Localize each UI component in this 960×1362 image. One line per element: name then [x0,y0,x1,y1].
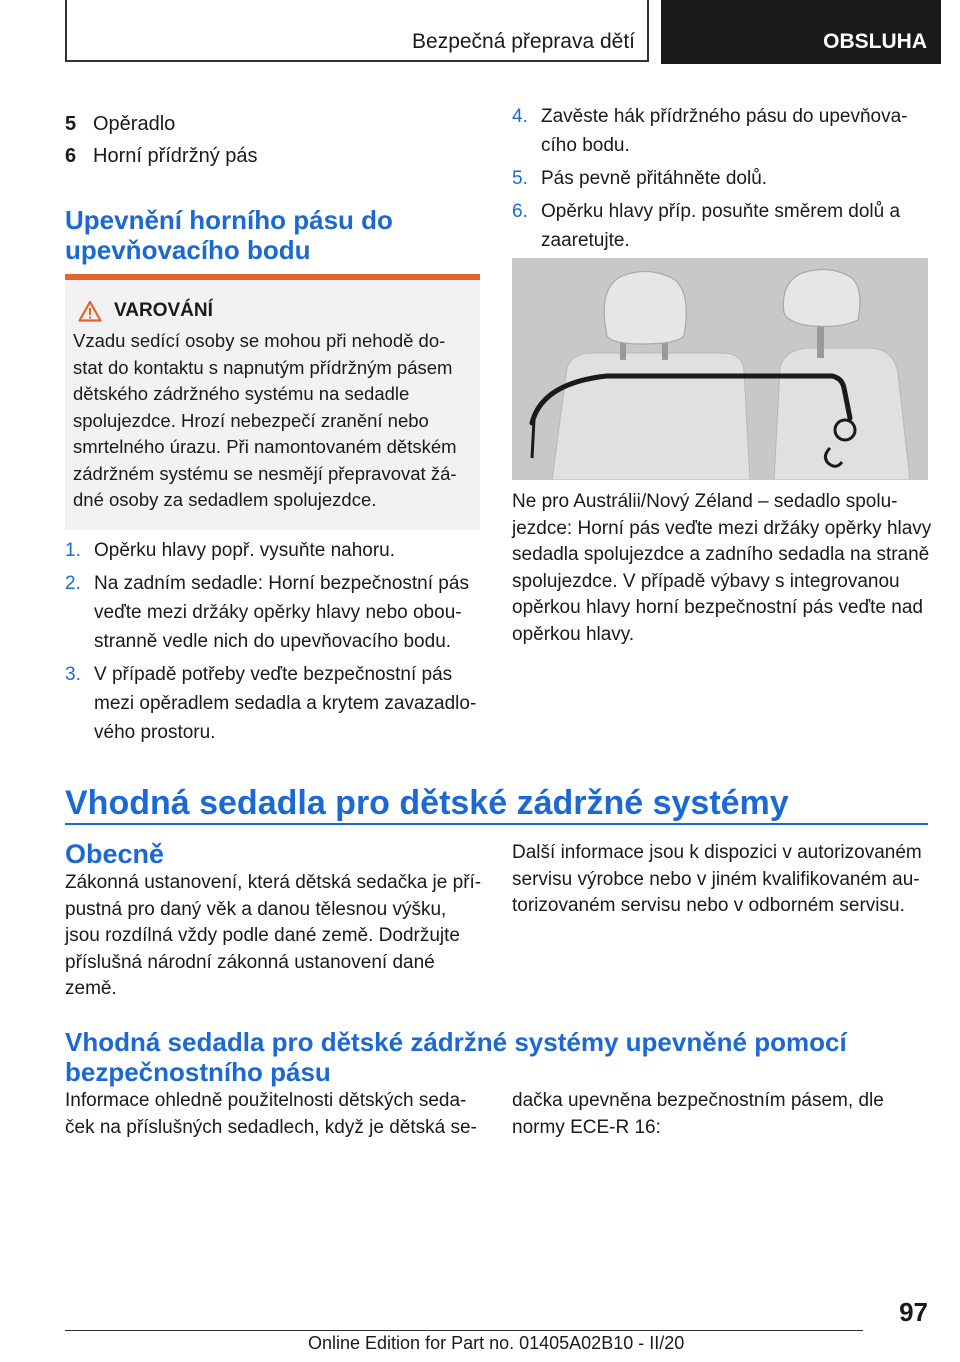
australia-note [512,489,932,648]
warning-line: dětského zádržného systému na sedadle [73,383,410,404]
note-line: Ne pro Austrálii/Nový Zéland – sedadlo spolu- [512,491,898,512]
warning-line: smrtelného úrazu. Při namontovaném dětském [73,436,457,457]
belt-seats-line: ček na příslušných sedadlech, když je dětská se- [65,1116,477,1138]
headrest-tether-image [512,258,928,480]
note-line: opěrkou hlavy horní bezpečnostní pás veďte nad [512,597,923,618]
legend-label: Opěradlo [93,113,176,135]
legend-num: 5 [65,113,77,135]
section-heading [65,205,480,265]
warning-heading [73,300,472,322]
step-line: Opěrku hlavy popř. vysuňte nahoru. [94,540,396,561]
warning-box [65,274,480,530]
warning-line: stat do kontaktu s napnutým přídržným pásem [73,356,453,378]
general-line: servisu výrobce nebo v jiném kvalifikovaném au- [512,868,920,890]
belt-seats-text-right [512,1088,932,1141]
general-line: pustná pro daný věk a danou tělesnou výšku, [65,898,447,920]
belt-seats-line: Informace ohledně použitelnosti dětských seda- [65,1090,467,1111]
steps-right [512,102,928,259]
step-line: Opěrku hlavy příp. posuňte směrem dolů a [541,201,901,222]
belt-seats-heading-line: bezpečnostního pásu [65,1057,331,1087]
step-line: Zavěste hák přídržného pásu do upevňova- [541,106,908,127]
general-title: Obecně [65,839,165,869]
warning-triangle-icon [78,300,102,322]
chapter-tab-label: OBSLUHA [823,30,927,53]
general-line: země. [65,978,117,999]
general-line: Zákonná ustanovení, která dětská sedačka je pří- [65,872,482,893]
legend-num: 6 [65,145,77,167]
warning-text [73,328,472,514]
step-item [512,102,928,160]
step-num: 2. [65,573,81,594]
step-item [65,569,480,656]
footer-edition: Online Edition for Part no. 01405A02B10 - II/20 [308,1333,685,1353]
step-line: mezi opěradlem sedadla a krytem zavazadlo- [94,693,477,714]
note-line: jezdce: Horní pás veďte mezi držáky opěrky hlavy [512,517,932,539]
step-num: 1. [65,540,81,561]
legend-item [65,108,480,140]
page-number: 97 [899,1297,928,1327]
step-line: vého prostoru. [94,722,216,743]
belt-seats-heading-line: Vhodná sedadla pro dětské zádržné systémy upevněné pomocí [65,1027,847,1057]
footer-divider [65,1330,863,1331]
belt-seats-line: normy ECE-R 16: [512,1116,661,1138]
warning-line: zádržném systému se nesmějí přepravovat žá- [73,462,457,484]
warning-line: dné osoby za sedadlem spolujezdce. [73,489,377,510]
belt-seats-line: dačka upevněna bezpečnostním pásem, dle [512,1090,884,1111]
section-heading-line: Upevnění horního pásu do [65,205,393,235]
general-line: příslušná národní zákonná ustanovení dané [65,951,435,973]
general-line: jsou rozdílná vždy podle dané země. Dodržujte [65,925,461,946]
general-line: torizovaném servisu nebo v odborném servisu. [512,895,905,916]
step-item [65,660,480,747]
step-line: cího bodu. [541,135,630,156]
step-line: stranně vedle nich do upevňovacího bodu. [94,631,452,652]
header-title-box [65,0,649,62]
legend-list [65,108,480,172]
step-num: 6. [512,201,528,222]
general-text-left [65,870,485,1003]
chapter-title: Bezpečná přeprava dětí [412,30,635,53]
note-line: spolujezdce. V případě výbavy s integrovanou [512,570,900,592]
general-line: Další informace jsou k dispozici v autorizovaném [512,842,922,863]
steps-left [65,536,480,751]
belt-seats-heading [65,1027,935,1087]
main-section-title: Vhodná sedadla pro dětské zádržné systémy [65,783,928,825]
seat-belt-illustration [512,258,928,480]
step-line: Pás pevně přitáhněte dolů. [541,168,768,189]
warning-line: Vzadu sedící osoby se mohou při nehodě do- [73,330,446,351]
step-line: V případě potřeby veďte bezpečnostní pás [94,664,453,685]
note-line: opěrkou hlavy. [512,623,635,645]
warning-title: VAROVÁNÍ [114,300,213,321]
step-num: 4. [512,106,528,127]
step-line: veďte mezi držáky opěrky hlavy nebo obou- [94,602,462,623]
note-line: sedadla spolujezdce a zadního sedadla na straně [512,544,930,565]
general-text-right [512,840,932,920]
step-num: 5. [512,168,528,189]
step-item [512,164,928,193]
step-item [512,197,928,255]
general-section [65,838,485,1003]
legend-label: Horní přídržný pás [93,145,258,167]
warning-line: spolujezdce. Hrozí nebezpečí zranění nebo [73,409,429,431]
step-num: 3. [65,664,81,685]
section-heading-line: upevňovacího bodu [65,235,311,265]
legend-item [65,140,480,172]
chapter-tab[interactable] [661,0,941,64]
step-item [65,536,480,565]
step-line: Na zadním sedadle: Horní bezpečnostní pás [94,573,469,594]
belt-seats-text-left [65,1088,485,1141]
step-line: zaaretujte. [541,230,630,251]
